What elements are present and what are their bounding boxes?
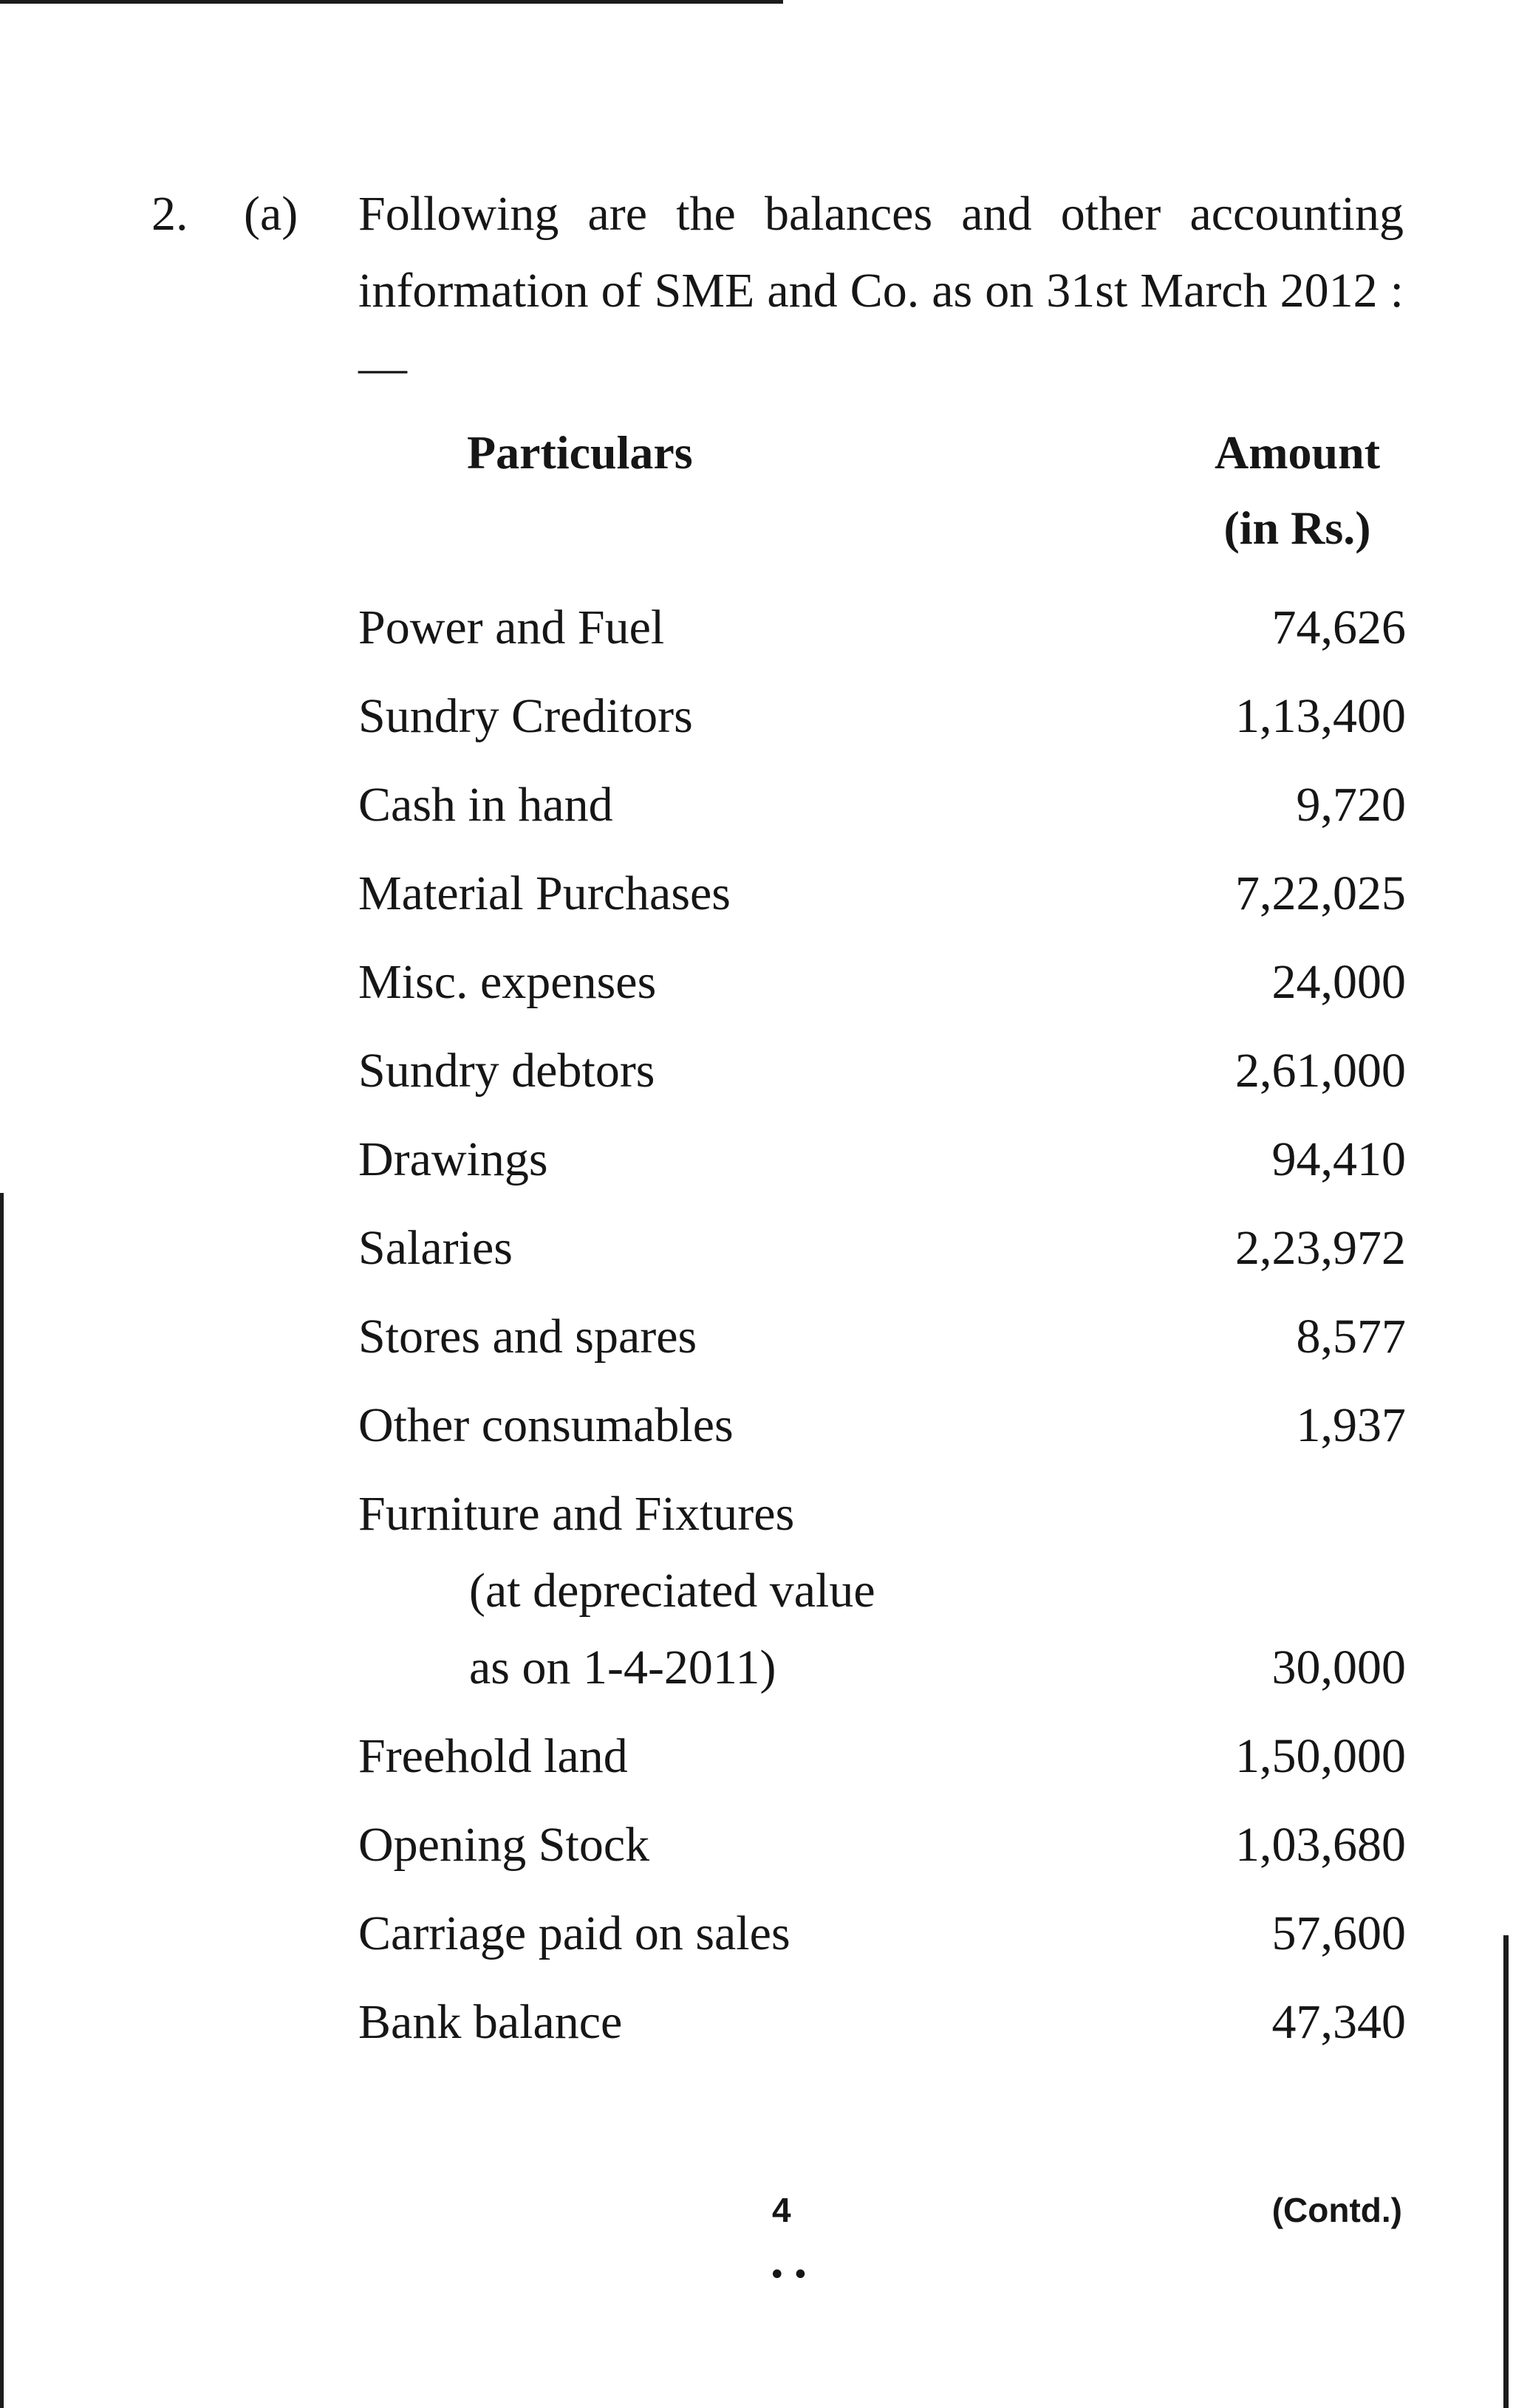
row-label: Drawings xyxy=(358,1132,548,1186)
row-amount: 30,000 xyxy=(1271,1641,1406,1694)
page-number: 4 xyxy=(772,2191,791,2229)
table-row xyxy=(358,1027,1406,1115)
row-label: Carriage paid on sales xyxy=(358,1906,790,1960)
row-label: Salaries xyxy=(358,1221,513,1275)
row-label: Power and Fuel xyxy=(358,601,665,654)
row-amount: 2,23,972 xyxy=(1235,1221,1406,1275)
balances-table xyxy=(358,584,1406,2067)
table-row xyxy=(358,1470,1406,1712)
table-row xyxy=(358,584,1406,672)
scan-top-rule xyxy=(0,0,783,4)
row-label: Stores and spares xyxy=(358,1310,697,1364)
row-amount: 47,340 xyxy=(1271,1995,1406,2049)
table-row xyxy=(358,1381,1406,1470)
table-row xyxy=(358,672,1406,761)
continued-note: (Contd.) xyxy=(1271,2191,1402,2229)
table-row xyxy=(358,849,1406,938)
row-label: Freehold land xyxy=(358,1729,628,1783)
row-label: Opening Stock xyxy=(358,1818,650,1872)
header-particulars: Particulars xyxy=(467,426,693,479)
table-row xyxy=(358,1115,1406,1204)
row-label: Material Purchases xyxy=(358,866,731,920)
table-row xyxy=(358,1889,1406,1978)
question-number: 2. xyxy=(151,187,188,241)
table-row xyxy=(358,938,1406,1027)
row-amount: 1,50,000 xyxy=(1235,1729,1406,1783)
table-row xyxy=(358,1293,1406,1381)
row-label: Furniture and Fixtures xyxy=(358,1487,795,1541)
row-amount: 74,626 xyxy=(1271,601,1406,654)
row-amount: 24,000 xyxy=(1271,955,1406,1009)
page-dots: •• xyxy=(768,2258,816,2292)
row-amount: 9,720 xyxy=(1296,778,1406,832)
question-intro: Following are the balances and other accounting information of SME and Co. as on 31st March 2012 :— xyxy=(358,187,1404,394)
row-label: Misc. expenses xyxy=(358,955,657,1009)
row-label: Other consumables xyxy=(358,1398,734,1452)
table-row xyxy=(358,1204,1406,1293)
header-amount-line1: Amount xyxy=(1214,426,1381,479)
table-row xyxy=(358,1712,1406,1801)
row-amount: 57,600 xyxy=(1271,1906,1406,1960)
table-row xyxy=(358,1801,1406,1889)
row-label: Cash in hand xyxy=(358,778,613,832)
header-amount xyxy=(1194,415,1401,566)
table-row xyxy=(358,761,1406,849)
row-amount: 1,937 xyxy=(1296,1398,1406,1452)
scan-left-edge xyxy=(0,1193,4,2408)
table-row xyxy=(358,1978,1406,2067)
row-amount: 2,61,000 xyxy=(1235,1044,1406,1098)
scan-right-edge xyxy=(1503,1935,1509,2408)
row-label-note: (at depreciated value xyxy=(469,1564,875,1618)
row-label: Bank balance xyxy=(358,1995,623,2049)
row-amount: 8,577 xyxy=(1296,1310,1406,1364)
question-part: (a) xyxy=(244,187,298,241)
row-amount: 7,22,025 xyxy=(1235,866,1406,920)
row-label: Sundry debtors xyxy=(358,1044,655,1098)
row-amount: 94,410 xyxy=(1271,1132,1406,1186)
row-label: Sundry Creditors xyxy=(358,689,693,743)
row-amount: 1,03,680 xyxy=(1235,1818,1406,1872)
row-amount: 1,13,400 xyxy=(1235,689,1406,743)
row-label-note: as on 1-4-2011) xyxy=(469,1641,776,1694)
header-amount-line2: (in Rs.) xyxy=(1223,502,1371,554)
